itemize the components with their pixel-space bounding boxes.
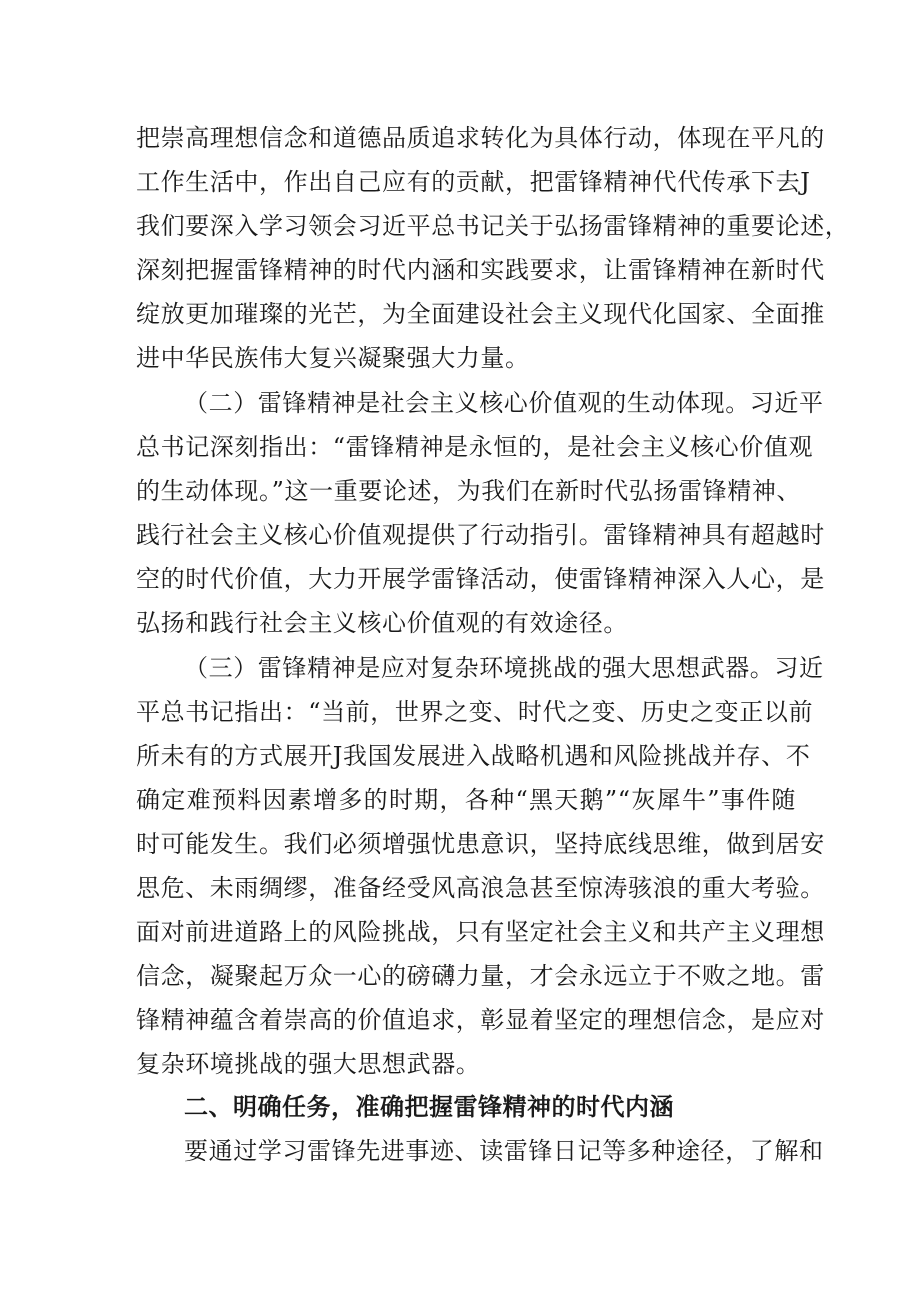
paragraph2-line-2: 总书记深刻指出：“雷锋精神是永恒的，是社会主义核心价值观: [136, 433, 814, 461]
paragraph3-line-6: 思危、未雨绸缪，准备经受风高浪急甚至惊涛骇浪的重大考验。: [136, 874, 825, 902]
paragraph2-line-3: 的生动体现。”这一重要论述，为我们在新时代弘扬雷锋精神、: [136, 477, 802, 505]
paragraph2-line-5: 空的时代价值，大力开展学雷锋活动，使雷锋精神深入人心，是: [136, 565, 825, 593]
paragraph3-line-7: 面对前进道路上的风险挑战，只有坚定社会主义和共产主义理想: [136, 918, 825, 946]
paragraph3-line-9: 锋精神蕴含着崇高的价值追求，彰显着坚定的理想信念，是应对: [136, 1006, 825, 1034]
paragraph3-line-8: 信念，凝聚起万众一心的磅礴力量，才会永远立于不败之地。雷: [136, 962, 825, 990]
section1-line-2: 工作生活中，作出自己应有的贡献，把雷锋精神代代传承下去J: [136, 168, 811, 196]
section1-line-3: 我们要深入学习领会习近平总书记关于弘扬雷锋精神的重要论述，: [136, 212, 850, 240]
paragraph3-line-10: 复杂环境挑战的强大思想武器。: [136, 1050, 481, 1078]
paragraph3-line-4: 确定难预料因素增多的时期，各种“黑天鹅”“灰犀牛”事件随: [136, 786, 796, 814]
section1-line-4: 深刻把握雷锋精神的时代内涵和实践要求，让雷锋精神在新时代: [136, 256, 825, 284]
paragraph2-line-1: （二）雷锋精神是社会主义核心价值观的生动体现。习近平: [184, 389, 824, 417]
section2-line-1: 要通过学习雷锋先进事迹、读雷锋日记等多种途径，了解和: [184, 1137, 824, 1165]
paragraph3-line-5: 时可能发生。我们必须增强忧患意识，坚持底线思维，做到居安: [136, 830, 825, 858]
paragraph3-line-1: （三）雷锋精神是应对复杂环境挑战的强大思想武器。习近: [184, 654, 824, 682]
section1-line-1: 把崇高理想信念和道德品质追求转化为具体行动，体现在平凡的: [136, 124, 825, 152]
section1-line-6: 进中华民族伟大复兴凝聚强大力量。: [136, 344, 530, 372]
paragraph3-line-2: 平总书记指出：“当前，世界之变、时代之变、历史之变正以前: [136, 698, 814, 726]
paragraph2-line-6: 弘扬和践行社会主义核心价值观的有效途径。: [136, 609, 628, 637]
section1-line-5: 绽放更加璀璨的光芒，为全面建设社会主义现代化国家、全面推: [136, 300, 825, 328]
section2-heading: 二、明确任务，准确把握雷锋精神的时代内涵: [184, 1093, 674, 1121]
paragraph2-line-4: 践行社会主义核心价值观提供了行动指引。雷锋精神具有超越时: [136, 521, 825, 549]
paragraph3-line-3: 所未有的方式展开J我国发展进入战略机遇和风险挑战并存、不: [136, 742, 811, 770]
